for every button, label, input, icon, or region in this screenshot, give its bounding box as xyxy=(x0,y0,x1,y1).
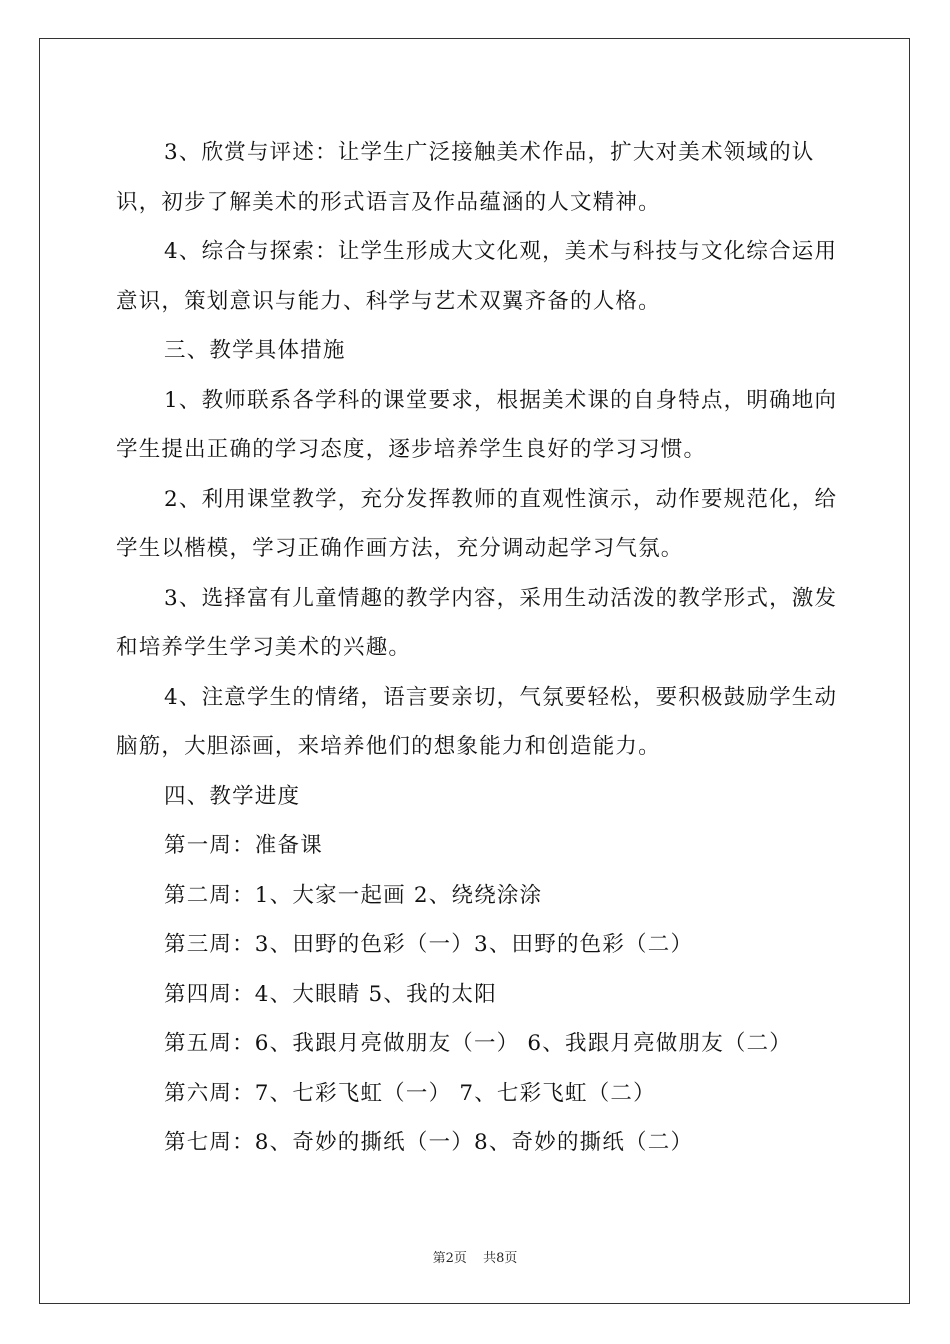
document-body xyxy=(116,128,846,1168)
schedule-week-3: 第三周：3、田野的色彩（一）3、田野的色彩（二） xyxy=(164,932,694,957)
page-total: 共8页 xyxy=(483,1251,518,1266)
section-heading-schedule: 四、教学进度 xyxy=(164,783,301,809)
paragraph-appreciation: 3、欣赏与评述：让学生广泛接触美术作品，扩大对美术领域的认识，初步了解美术的形式语言及作品蕴涵的人文精神。 xyxy=(116,140,815,215)
schedule-week-5: 第五周：6、我跟月亮做朋友（一） 6、我跟月亮做朋友（二） xyxy=(164,1031,792,1056)
page-number: 第2页 xyxy=(432,1251,467,1266)
section-heading-measures: 三、教学具体措施 xyxy=(164,338,346,363)
schedule-week-4: 第四周：4、大眼睛 5、我的太阳 xyxy=(164,981,497,1007)
page-footer xyxy=(0,1247,950,1266)
schedule-week-2: 第二周：1、大家一起画 2、绕绕涂涂 xyxy=(164,882,543,908)
paragraph-measure-3: 3、选择富有儿童情趣的教学内容，采用生动活泼的教学形式，激发和培养学生学习美术的兴趣。 xyxy=(116,585,838,660)
paragraph-measure-2: 2、利用课堂教学，充分发挥教师的直观性演示，动作要规范化，给学生以楷模，学习正确作画方法，充分调动起学习气氛。 xyxy=(116,486,838,561)
schedule-week-6: 第六周：7、七彩飞虹（一） 7、七彩飞虹（二） xyxy=(164,1080,656,1106)
paragraph-measure-4: 4、注意学生的情绪，语言要亲切，气氛要轻松，要积极鼓励学生动脑筋，大胆添画，来培养他们的想象能力和创造能力。 xyxy=(116,684,838,759)
schedule-week-7: 第七周：8、奇妙的撕纸（一）8、奇妙的撕纸（二） xyxy=(164,1130,694,1155)
paragraph-measure-1: 1、教师联系各学科的课堂要求，根据美术课的自身特点，明确地向学生提出正确的学习态度，逐步培养学生良好的学习习惯。 xyxy=(116,387,838,462)
paragraph-synthesis: 4、综合与探索：让学生形成大文化观，美术与科技与文化综合运用意识，策划意识与能力、科学与艺术双翼齐备的人格。 xyxy=(116,239,838,314)
schedule-week-1: 第一周：准备课 xyxy=(164,833,323,858)
